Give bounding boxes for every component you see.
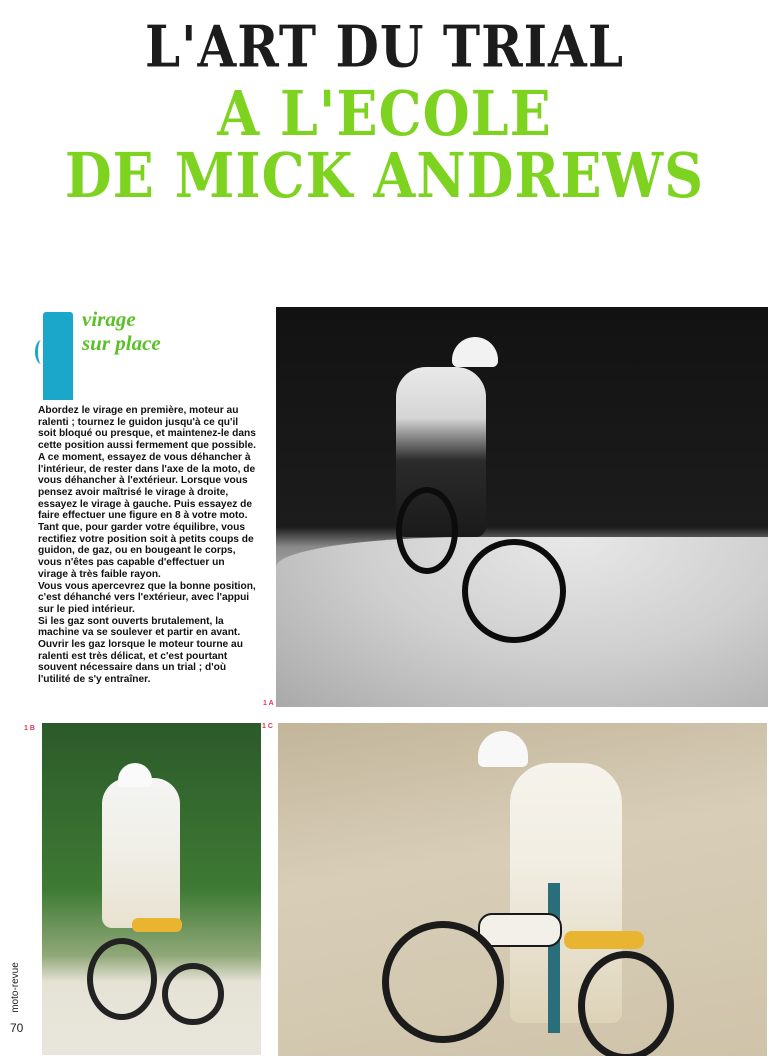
caption-1b: 1 B (24, 725, 35, 732)
photo-rear-wheel (462, 539, 566, 643)
photo-front-wheel (396, 487, 458, 574)
photo-1a-rider-turning (276, 307, 768, 707)
photo-fuel-tank (478, 913, 562, 947)
photo-front-wheel (382, 921, 504, 1043)
paragraph-2: A ce moment, essayez de vous déhancher à l'intérieur, de rester dans l'axe de la moto, de vous déhancher à l'extérieur. Lorsque vous pensez avoir maîtrisé le virage à droite, essayez le virage à gauche. Puis essayez de faire effectuer une figure en 8 à votre moto. Tant que, pour garder votre équilibre, vous rectifiez votre position soit à petits coups de guidon, de gaz, ou en bougeant le corps, vous n'êtes pas capable d'effectuer un virage à très faible rayon. (38, 451, 256, 580)
photo-1b-rider-from-behind (42, 723, 261, 1055)
photo-1c-rider-standing-turn (278, 723, 767, 1056)
section-number-one-glyph (43, 312, 73, 400)
photo-seat (564, 931, 644, 949)
caption-1c: 1 C (262, 723, 273, 730)
photo-rear-wheel (578, 951, 674, 1056)
magazine-name-vertical (8, 960, 22, 1020)
photo-rear-wheel (162, 963, 224, 1025)
section-title-line-1: virage (82, 307, 136, 331)
photo-trouser-stripe (548, 883, 560, 1033)
magazine-name: moto-revue (9, 962, 21, 1013)
page-number: 70 (10, 1021, 24, 1035)
section-title (82, 307, 161, 355)
photo-fuel-tank (132, 918, 182, 932)
headline-line-1: L'ART DU TRIAL (144, 12, 624, 81)
paragraph-3: Vous vous apercevrez que la bonne position, c'est déhanché vers l'extérieur, avec l'appui sur le pied intérieur. (38, 580, 256, 615)
photo-helmet (118, 763, 152, 787)
headline-line-2: A L'ECOLE (217, 76, 552, 150)
photo-helmet (478, 731, 528, 767)
photo-helmet (452, 337, 498, 367)
section-number-graphic (37, 312, 77, 402)
headline-line-3: DE MICK ANDREWS (64, 138, 705, 212)
caption-1a: 1 A (263, 700, 274, 707)
paragraph-1: Abordez le virage en première, moteur au ralenti ; tournez le guidon jusqu'à ce qu'il soit bloqué ou presque, et maintenez-le dans cette position aussi fermement que possible. (38, 405, 256, 452)
photo-front-wheel (87, 938, 157, 1020)
photo-rider (102, 778, 180, 928)
section-title-line-2: sur place (82, 331, 161, 355)
article-body (38, 405, 256, 686)
paragraph-4: Si les gaz sont ouverts brutalement, la machine va se soulever et partir en avant. Ouvrir les gaz lorsque le moteur tourne au ralenti est très délicat, et c'est pourtant souvent nécessaire dans un trial ; d'où l'utilité de s'y entraîner. (38, 615, 243, 686)
